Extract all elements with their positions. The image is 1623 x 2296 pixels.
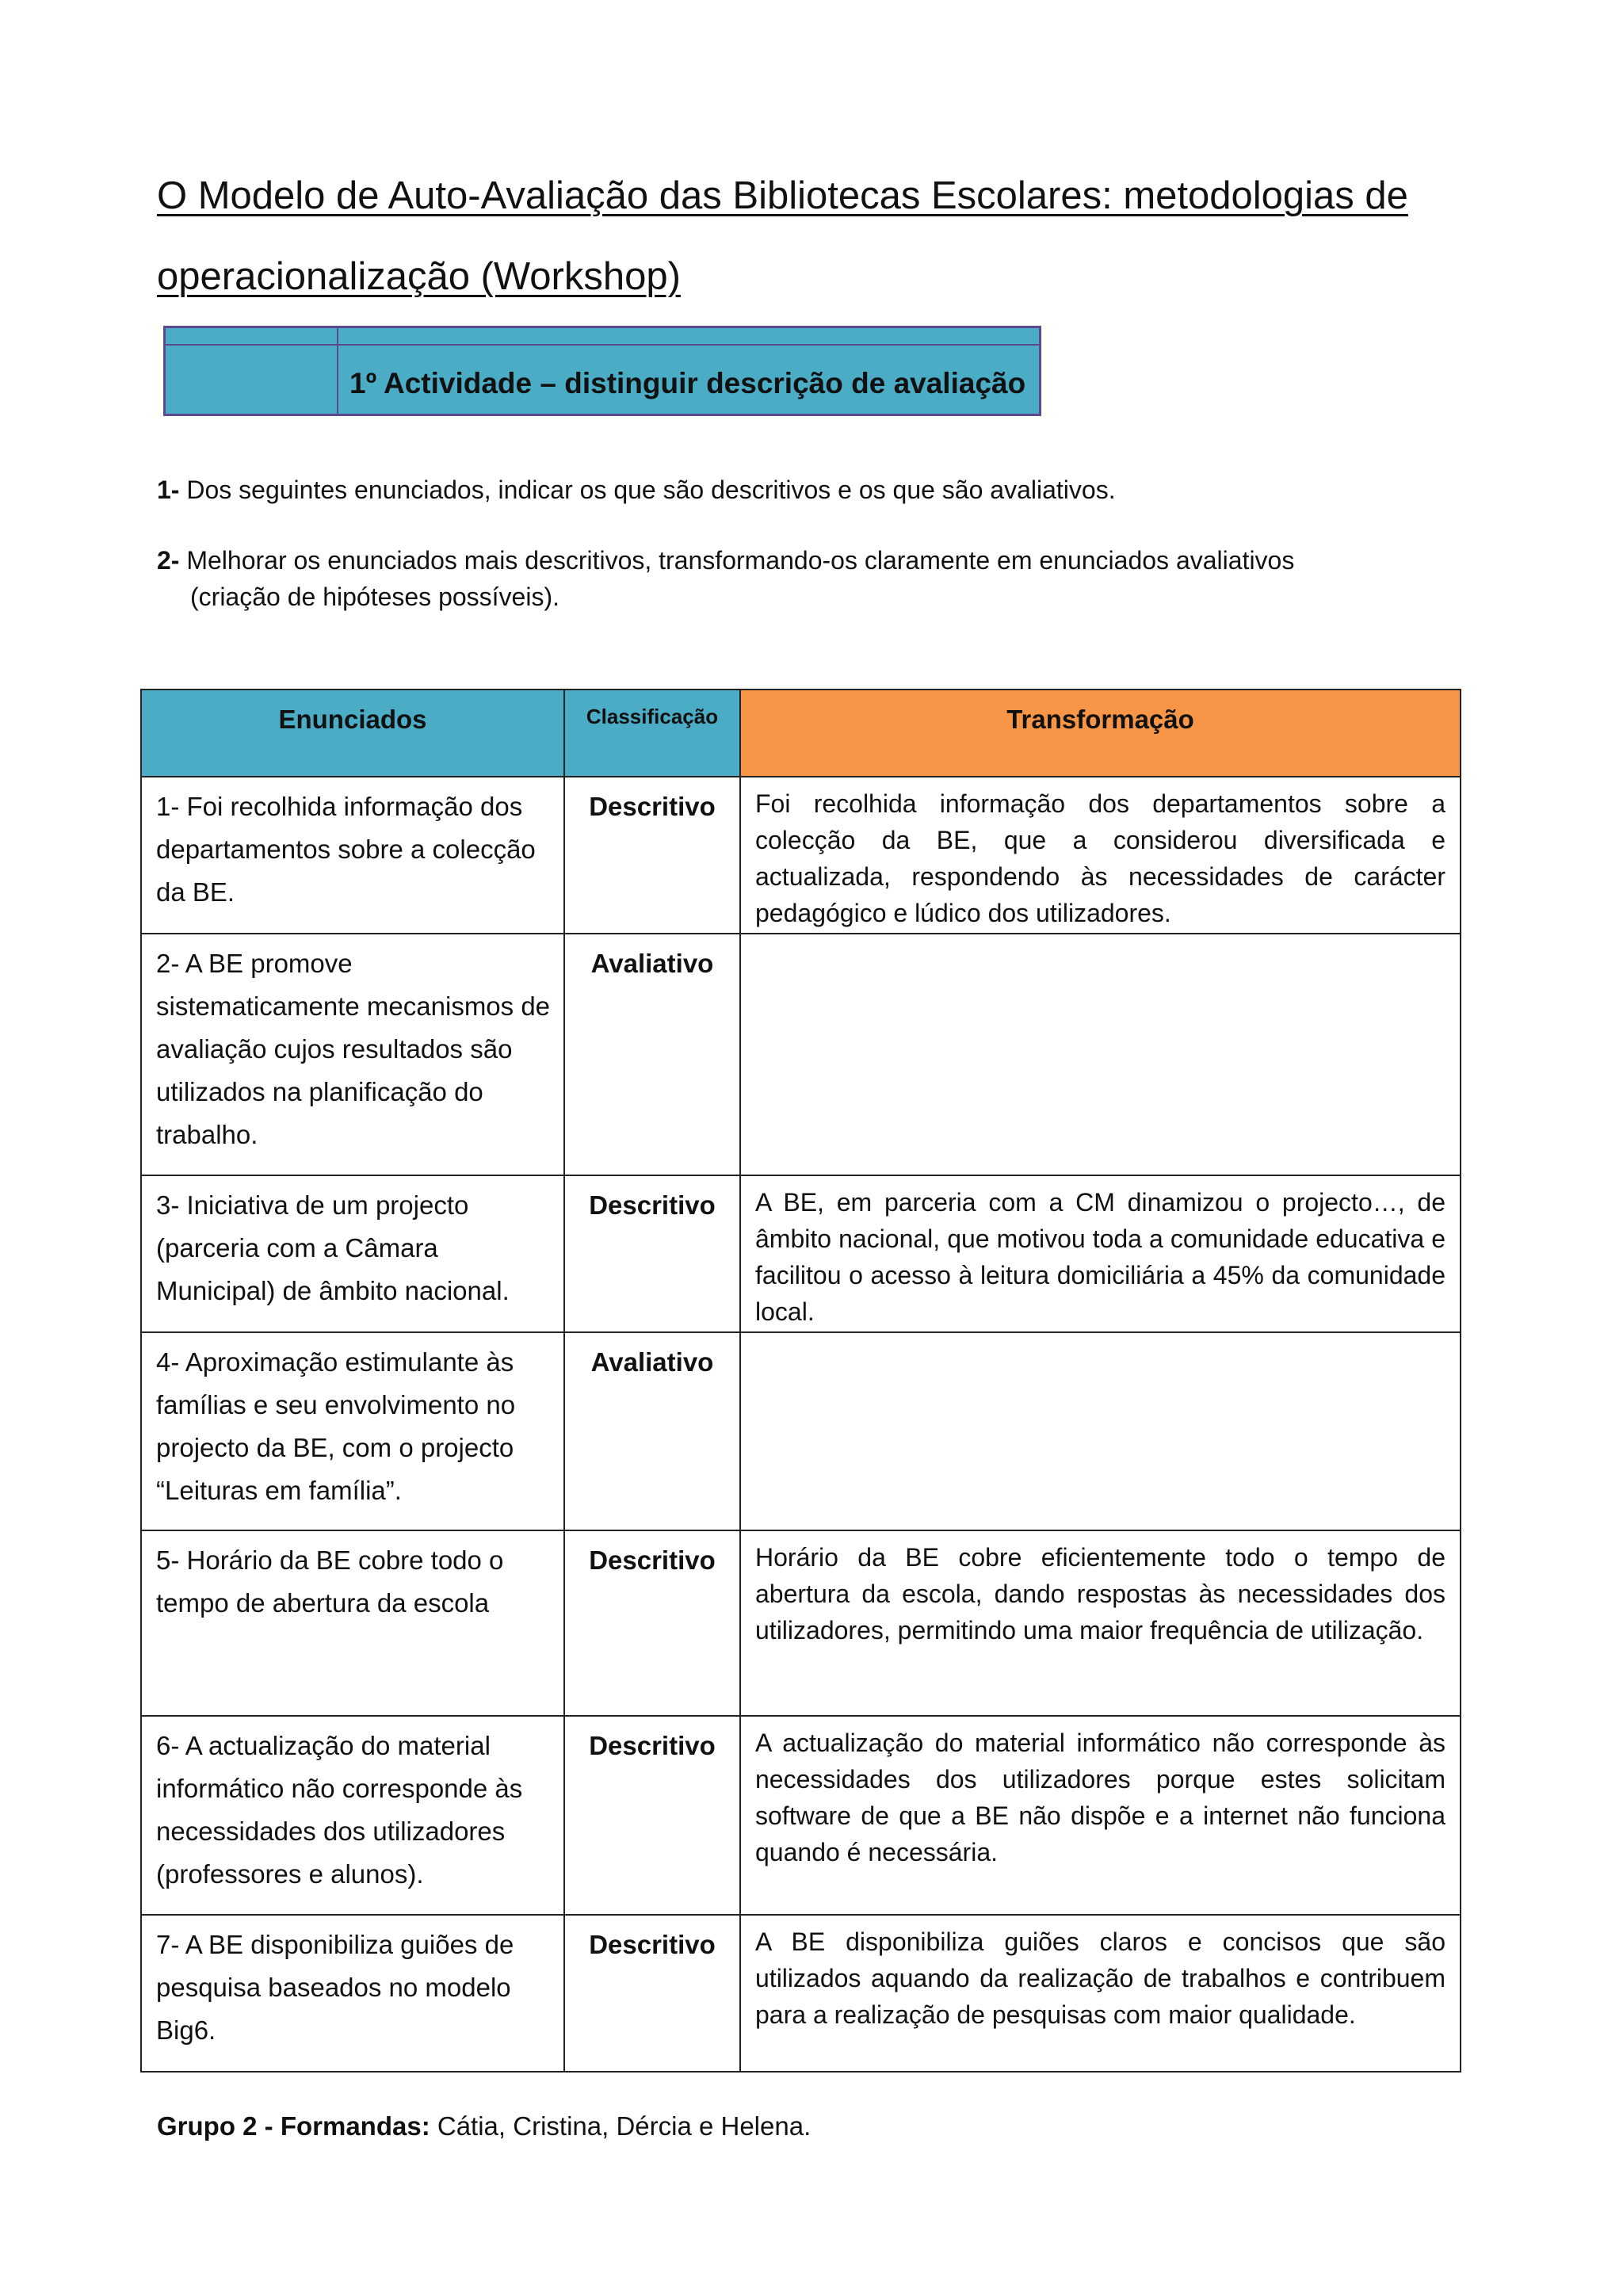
row-4-transformacao (740, 1332, 1461, 1530)
table-row (141, 1716, 1461, 1915)
row-1-enunciado: 1- Foi recolhida informação dos departamentos sobre a colecção da BE. (141, 777, 564, 934)
instruction-2 (157, 542, 1294, 615)
table-row (141, 777, 1461, 934)
row-3-enunciado: 3- Iniciativa de um projecto (parceria com a Câmara Municipal) de âmbito nacional. (141, 1175, 564, 1332)
banner-top-strip (166, 328, 1039, 346)
header-classificacao: Classificação (564, 690, 740, 777)
instruction-2-continuation: (criação de hipóteses possíveis). (190, 583, 559, 611)
row-2-transformacao (740, 934, 1461, 1175)
table-row (141, 1332, 1461, 1530)
row-4-classificacao: Avaliativo (564, 1332, 740, 1530)
row-5-enunciado: 5- Horário da BE cobre todo o tempo de abertura da escola (141, 1530, 564, 1716)
table-row (141, 1915, 1461, 2072)
footer-names: Cátia, Cristina, Dércia e Helena. (430, 2111, 812, 2141)
row-4-enunciado: 4- Aproximação estimulante às famílias e seu envolvimento no projecto da BE, com o projecto “Leituras em família”. (141, 1332, 564, 1530)
row-7-enunciado: 7- A BE disponibiliza guiões de pesquisa baseados no modelo Big6. (141, 1915, 564, 2072)
footer-group (157, 2108, 811, 2145)
row-3-classificacao: Descritivo (564, 1175, 740, 1332)
row-6-classificacao: Descritivo (564, 1716, 740, 1915)
activity-banner (163, 326, 1041, 416)
instruction-2-number: 2- (157, 546, 180, 575)
row-2-classificacao: Avaliativo (564, 934, 740, 1175)
row-6-transformacao: A actualização do material informático não corresponde às necessidades dos utilizadores porque estes solicitam software de que a BE não dispõe e a internet não funciona quando é necessária. (740, 1716, 1461, 1915)
header-transformacao: Transformação (740, 690, 1461, 777)
document-title: O Modelo de Auto-Avaliação das Bibliotecas Escolares: metodologias de operacionalização (Workshop) (157, 174, 1408, 298)
table-row (141, 1530, 1461, 1716)
row-1-transformacao: Foi recolhida informação dos departamentos sobre a colecção da BE, que a considerou diversificada e actualizada, respondendo às necessidades de carácter pedagógico e lúdico dos utilizadores. (740, 777, 1461, 934)
header-enunciados: Enunciados (141, 690, 564, 777)
row-7-classificacao: Descritivo (564, 1915, 740, 2072)
row-7-transformacao: A BE disponibiliza guiões claros e concisos que são utilizados aquando da realização de trabalhos e contribuem para a realização de pesquisas com maior qualidade. (740, 1915, 1461, 2072)
instruction-1-text: Dos seguintes enunciados, indicar os que são descritivos e os que são avaliativos. (179, 476, 1116, 504)
instruction-1 (157, 472, 1116, 508)
statements-table (140, 689, 1461, 2073)
row-5-classificacao: Descritivo (564, 1530, 740, 1716)
table-row (141, 1175, 1461, 1332)
banner-label: 1º Actividade – distinguir descrição de avaliação (349, 367, 1026, 399)
row-3-transformacao: A BE, em parceria com a CM dinamizou o projecto…, de âmbito nacional, que motivou toda a comunidade educativa e facilitou o acesso à leitura domiciliária a 45% da comunidade local. (740, 1175, 1461, 1332)
row-1-classificacao: Descritivo (564, 777, 740, 934)
footer-label: Grupo 2 - Formandas: (157, 2111, 430, 2141)
table-header-row (141, 690, 1461, 777)
table-row (141, 934, 1461, 1175)
instruction-1-number: 1- (157, 476, 180, 504)
banner-divider (337, 328, 338, 414)
row-5-transformacao: Horário da BE cobre eficientemente todo o tempo de abertura da escola, dando respostas às necessidades dos utilizadores, permitindo uma maior frequência de utilização. (740, 1530, 1461, 1716)
instruction-2-text: Melhorar os enunciados mais descritivos, transformando-os claramente em enunciados avaliativos (179, 546, 1295, 575)
row-2-enunciado: 2- A BE promove sistematicamente mecanismos de avaliação cujos resultados são utilizados na planificação do trabalho. (141, 934, 564, 1175)
row-6-enunciado: 6- A actualização do material informático não corresponde às necessidades dos utilizadores (professores e alunos). (141, 1716, 564, 1915)
